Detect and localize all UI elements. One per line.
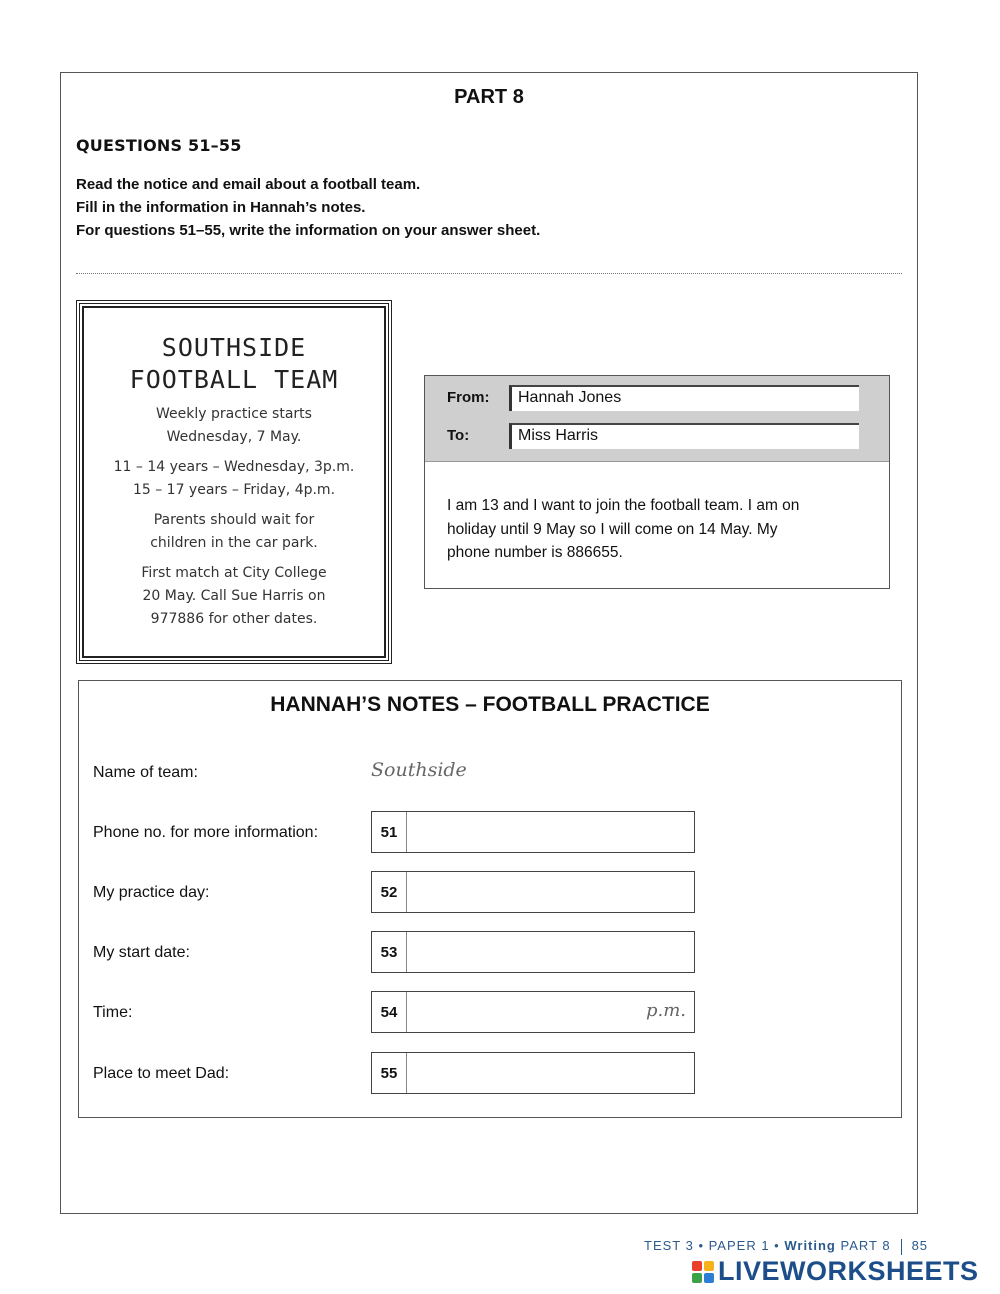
brand-name: LIVEWORKSHEETS xyxy=(718,1256,979,1286)
football-notice xyxy=(76,300,392,664)
footer-part: PART 8 xyxy=(835,1238,891,1253)
notice-title-line: SOUTHSIDE xyxy=(161,333,307,362)
notice-inner xyxy=(82,306,386,658)
page-footer xyxy=(644,1238,928,1255)
notice-line: 15 – 17 years – Friday, 4p.m. xyxy=(132,482,336,498)
answer-box-55 xyxy=(371,1052,695,1094)
row-label: Time: xyxy=(93,1004,133,1021)
hannahs-notes xyxy=(78,680,902,1118)
notice-line: Weekly practice starts xyxy=(156,406,312,422)
notice-title xyxy=(84,332,384,396)
notes-title: HANNAH’S NOTES – FOOTBALL PRACTICE xyxy=(270,693,710,716)
liveworksheets-brand xyxy=(692,1256,979,1287)
notice-line: Wednesday, 7 May. xyxy=(166,429,302,445)
email xyxy=(424,375,890,589)
answer-box-52 xyxy=(371,871,695,913)
team-label: Name of team: xyxy=(93,764,198,781)
answer-box-54 xyxy=(371,991,695,1033)
part-title: PART 8 xyxy=(454,86,524,108)
question-number: 55 xyxy=(372,1053,407,1093)
answer-input-52[interactable] xyxy=(407,872,694,912)
email-body xyxy=(447,494,867,565)
answer-input-51[interactable] xyxy=(407,812,694,852)
instruction-line: For questions 51–55, write the information on your answer sheet. xyxy=(76,222,541,239)
notice-line: 977886 for other dates. xyxy=(150,611,318,627)
answer-box-51 xyxy=(371,811,695,853)
from-label: From: xyxy=(447,389,490,406)
notice-line: 11 – 14 years – Wednesday, 3p.m. xyxy=(113,459,355,475)
pm-suffix: p.m. xyxy=(645,1000,686,1021)
row-label: Place to meet Dad: xyxy=(93,1065,230,1082)
answer-box-53 xyxy=(371,931,695,973)
question-number: 52 xyxy=(372,872,407,912)
instructions xyxy=(76,173,540,242)
row-label: My practice day: xyxy=(93,884,210,901)
liveworksheets-logo-icon xyxy=(692,1261,714,1283)
question-number: 53 xyxy=(372,932,407,972)
notice-paragraph xyxy=(84,403,384,449)
row-label: My start date: xyxy=(93,944,190,961)
from-field: Hannah Jones xyxy=(509,385,859,411)
instruction-line: Fill in the information in Hannah’s notes. xyxy=(76,199,366,216)
to-field: Miss Harris xyxy=(509,423,859,449)
notice-line: First match at City College xyxy=(141,565,327,581)
question-number: 51 xyxy=(372,812,407,852)
dotted-divider xyxy=(76,273,902,274)
notice-title-line: FOOTBALL TEAM xyxy=(129,365,339,394)
email-line: phone number is 886655. xyxy=(447,544,623,561)
footer-writing: Writing xyxy=(784,1238,836,1253)
answer-input-55[interactable] xyxy=(407,1053,694,1093)
footer-separator xyxy=(901,1239,902,1255)
to-label: To: xyxy=(447,427,470,444)
email-line: holiday until 9 May so I will come on 14 May. My xyxy=(447,520,778,538)
answer-input-53[interactable] xyxy=(407,932,694,972)
instruction-line: Read the notice and email about a football team. xyxy=(76,176,421,193)
footer-test: TEST 3 • PAPER 1 • xyxy=(644,1238,785,1253)
email-line: I am 13 and I want to join the football team. I am on xyxy=(447,497,800,514)
questions-heading: QUESTIONS 51–55 xyxy=(76,136,242,155)
notice-line: 20 May. Call Sue Harris on xyxy=(142,588,326,604)
notice-line: Parents should wait for xyxy=(153,512,315,528)
notice-paragraph xyxy=(84,509,384,555)
notice-line: children in the car park. xyxy=(150,535,318,551)
question-number: 54 xyxy=(372,992,407,1032)
page-number: 85 xyxy=(911,1238,929,1253)
email-header xyxy=(425,376,889,462)
row-label: Phone no. for more information: xyxy=(93,824,319,841)
notice-paragraph xyxy=(84,456,384,502)
notice-paragraph xyxy=(84,562,384,631)
team-answer: Southside xyxy=(371,759,467,781)
